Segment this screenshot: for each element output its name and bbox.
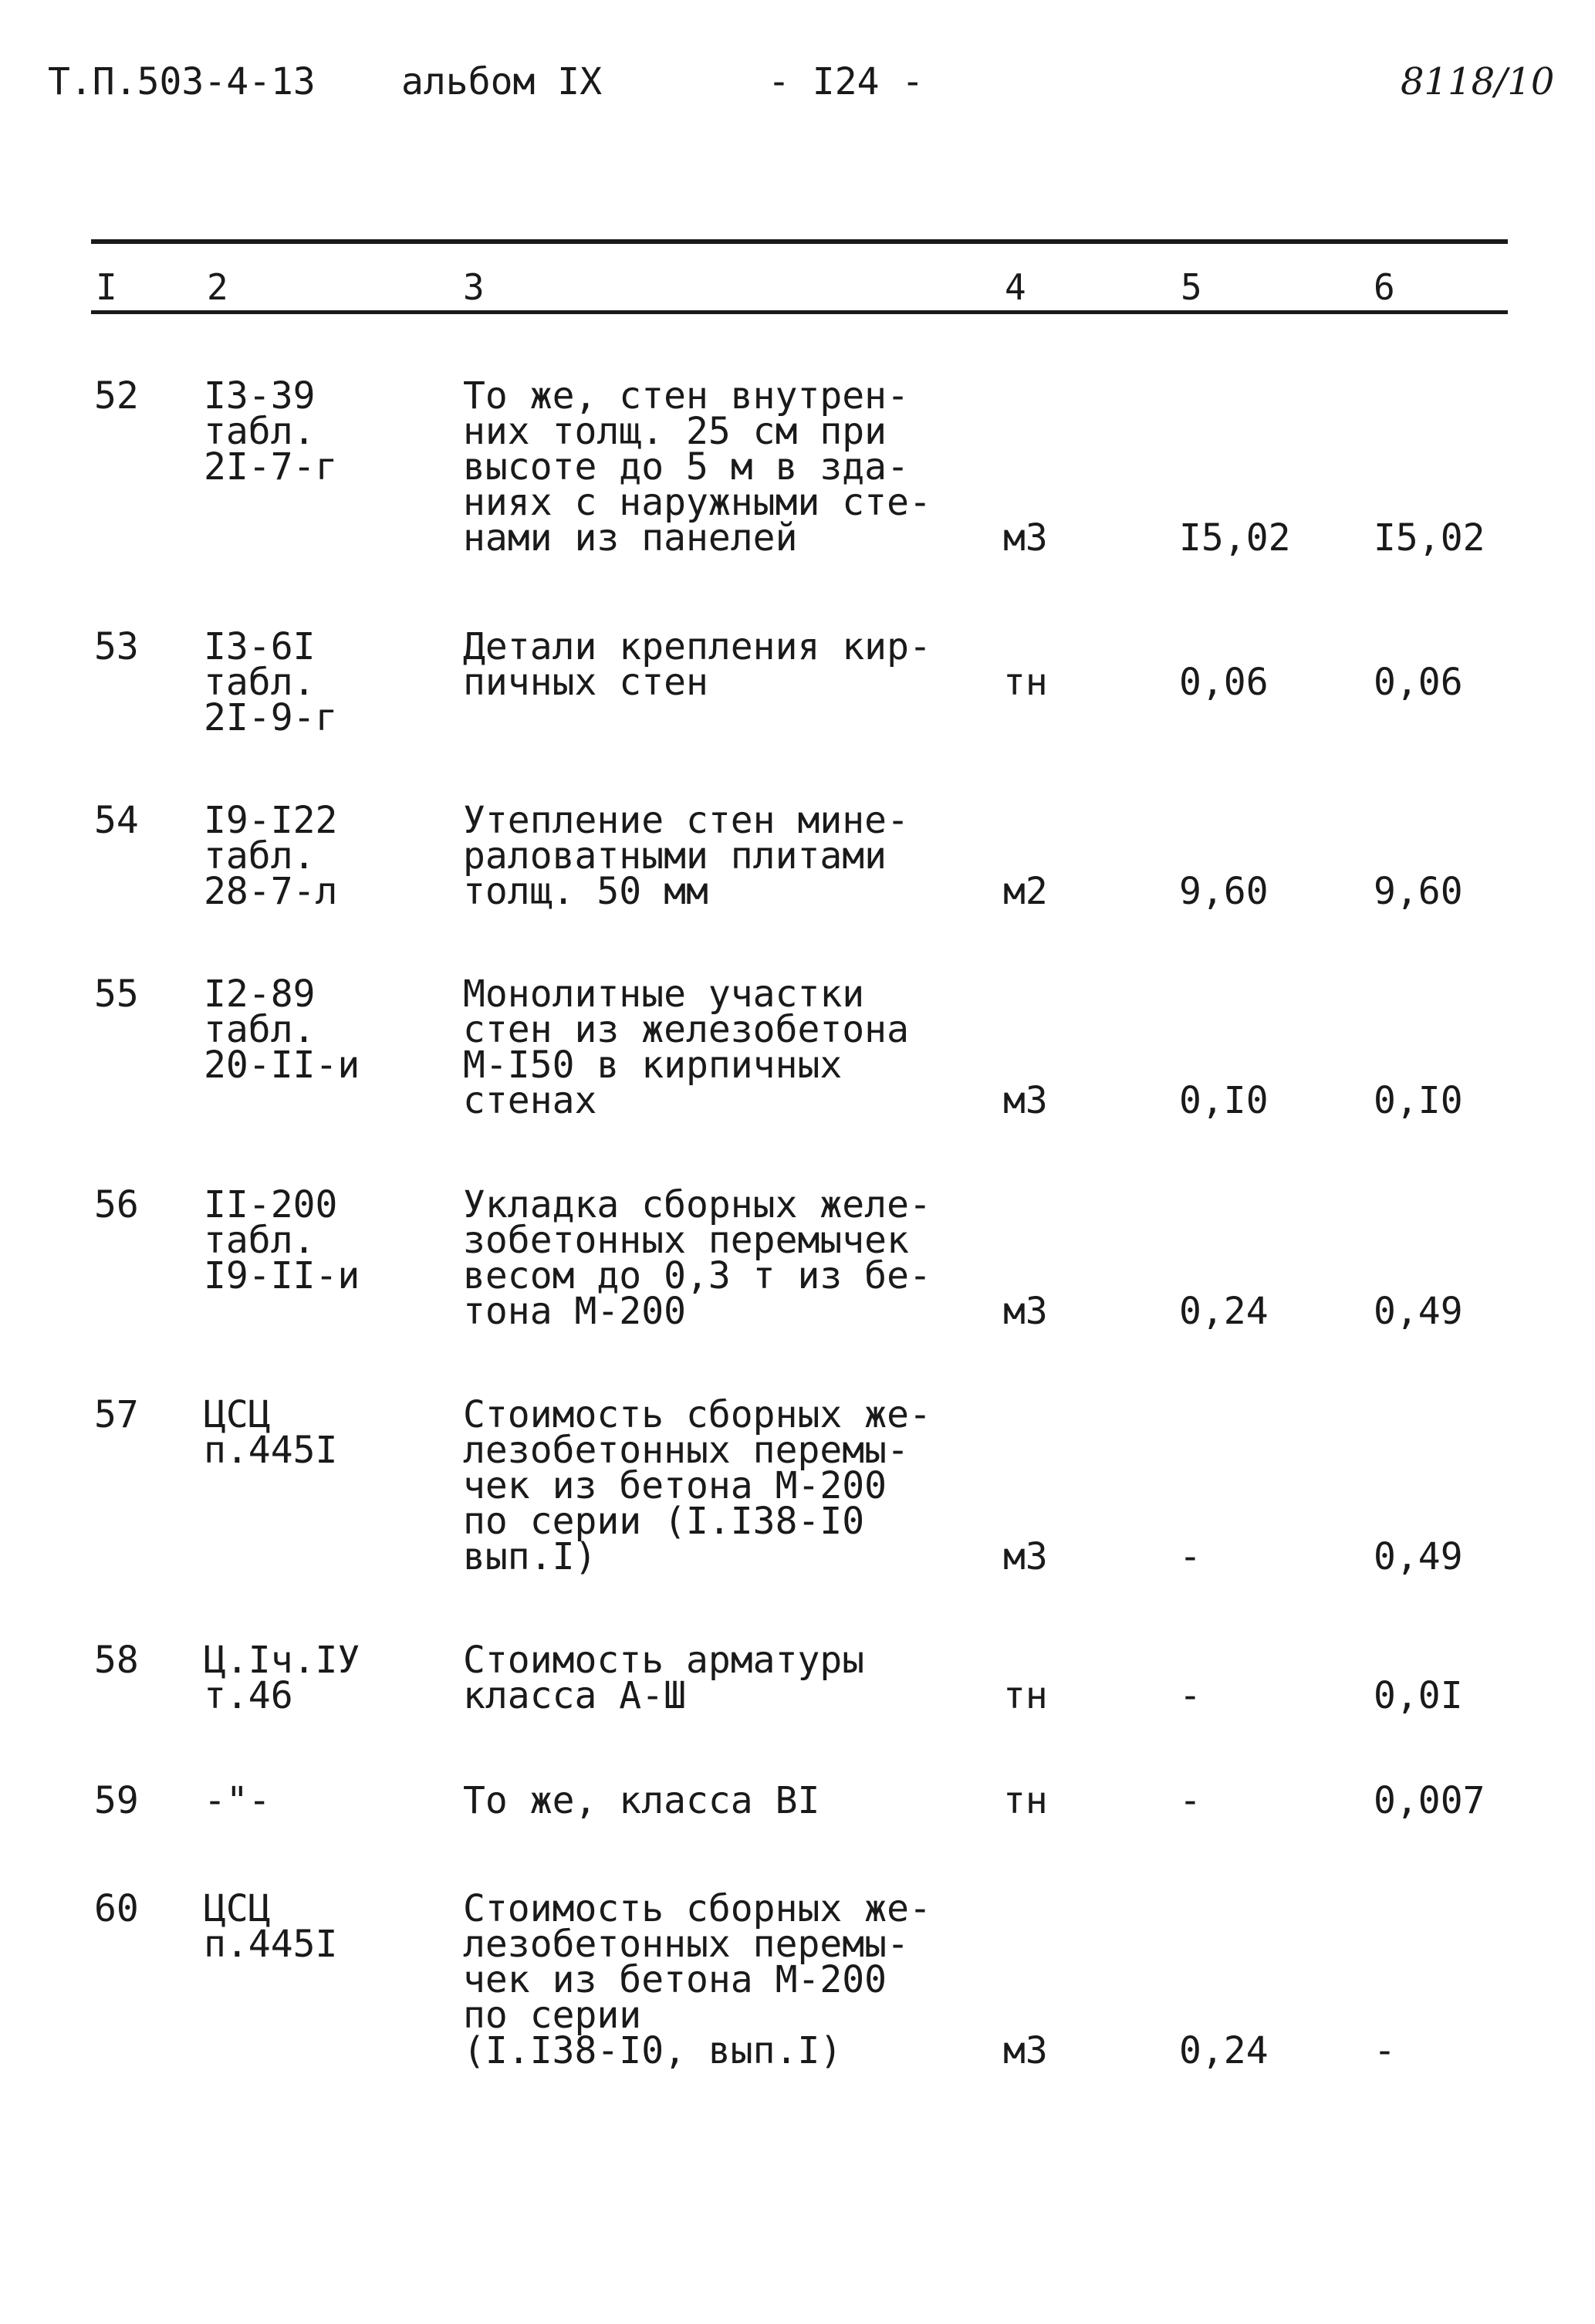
row-description: Монолитные участки стен из железобетона М-I50 в кирпичных стенах	[463, 973, 909, 1122]
row-unit: тн	[1003, 661, 1048, 704]
column-header-3: 3	[463, 266, 485, 308]
row-unit: м3	[1003, 1290, 1048, 1333]
row-description: Стоимость арматуры класса А-Ш	[463, 1639, 865, 1717]
row-number: 56	[94, 1183, 139, 1226]
table-header-rule	[91, 310, 1508, 314]
row-value-6: 9,60	[1374, 870, 1463, 913]
row-number: 52	[94, 374, 139, 418]
document-reference: Т.П.503-4-13	[48, 60, 316, 103]
row-description: То же, стен внутрен- них толщ. 25 см при высоте до 5 м в зда- ниях с наружными сте- нами из панелей	[463, 374, 931, 560]
row-value-6: 0,I0	[1374, 1079, 1463, 1122]
row-value-5: 0,24	[1179, 1290, 1269, 1333]
sheet-number: 8118/10	[1401, 60, 1555, 103]
row-value-5: 0,I0	[1179, 1079, 1269, 1122]
row-number: 54	[94, 799, 139, 842]
row-description: Укладка сборных желе- зобетонных перемычек весом до 0,3 т из бе- тона М-200	[463, 1183, 931, 1333]
row-code: I9-I22 табл. 28-7-л	[204, 799, 338, 913]
page-number: - I24 -	[768, 60, 924, 103]
row-unit: тн	[1003, 1779, 1048, 1822]
column-header-6: 6	[1374, 266, 1395, 308]
row-unit: м3	[1003, 516, 1048, 560]
row-value-6: I5,02	[1374, 516, 1485, 560]
row-unit: м3	[1003, 1535, 1048, 1578]
row-description: Стоимость сборных же- лезобетонных перемы- чек из бетона М-200 по серии (I.I38-I0 вып.I)	[463, 1393, 931, 1578]
row-value-5: -	[1179, 1674, 1201, 1717]
row-code: I2-89 табл. 20-II-и	[204, 973, 360, 1087]
row-number: 57	[94, 1393, 139, 1436]
row-unit: тн	[1003, 1674, 1048, 1717]
column-header-2: 2	[207, 266, 228, 308]
table-top-rule	[91, 239, 1508, 244]
row-value-6: 0,49	[1374, 1290, 1463, 1333]
row-description: Детали крепления кир- пичных стен	[463, 625, 931, 704]
row-description: Стоимость сборных же- лезобетонных перемы- чек из бетона М-200 по серии (I.I38-I0, вып.I)	[463, 1887, 931, 2072]
row-code: I3-39 табл. 2I-7-г	[204, 374, 338, 489]
row-number: 53	[94, 625, 139, 668]
column-header-5: 5	[1181, 266, 1202, 308]
row-number: 58	[94, 1639, 139, 1682]
row-value-6: 0,49	[1374, 1535, 1463, 1578]
row-unit: м3	[1003, 2029, 1048, 2072]
row-value-6: 0,06	[1374, 661, 1463, 704]
column-header-1: I	[96, 266, 117, 308]
row-number: 59	[94, 1779, 139, 1822]
row-unit: м2	[1003, 870, 1048, 913]
row-value-6: 0,0I	[1374, 1674, 1463, 1717]
row-code: II-200 табл. I9-II-и	[204, 1183, 360, 1297]
row-code: I3-6I табл. 2I-9-г	[204, 625, 338, 739]
row-value-5: 0,06	[1179, 661, 1269, 704]
row-description: Утепление стен мине- раловатными плитами толщ. 50 мм	[463, 799, 909, 913]
album-label: альбом IX	[401, 60, 603, 103]
row-value-6: 0,007	[1374, 1779, 1485, 1822]
row-description: То же, класса ВI	[463, 1779, 820, 1822]
row-number: 60	[94, 1887, 139, 1930]
row-value-5: 0,24	[1179, 2029, 1269, 2072]
row-value-5: -	[1179, 1779, 1201, 1822]
row-code: ЦСЦ п.445I	[204, 1393, 338, 1472]
row-value-6: -	[1374, 2029, 1396, 2072]
row-value-5: I5,02	[1179, 516, 1291, 560]
row-value-5: -	[1179, 1535, 1201, 1578]
row-value-5: 9,60	[1179, 870, 1269, 913]
row-code: -"-	[204, 1779, 271, 1822]
row-unit: м3	[1003, 1079, 1048, 1122]
row-number: 55	[94, 973, 139, 1016]
row-code: ЦСЦ п.445I	[204, 1887, 338, 1966]
column-header-4: 4	[1005, 266, 1026, 308]
row-code: Ц.Iч.IУ т.46	[204, 1639, 360, 1717]
